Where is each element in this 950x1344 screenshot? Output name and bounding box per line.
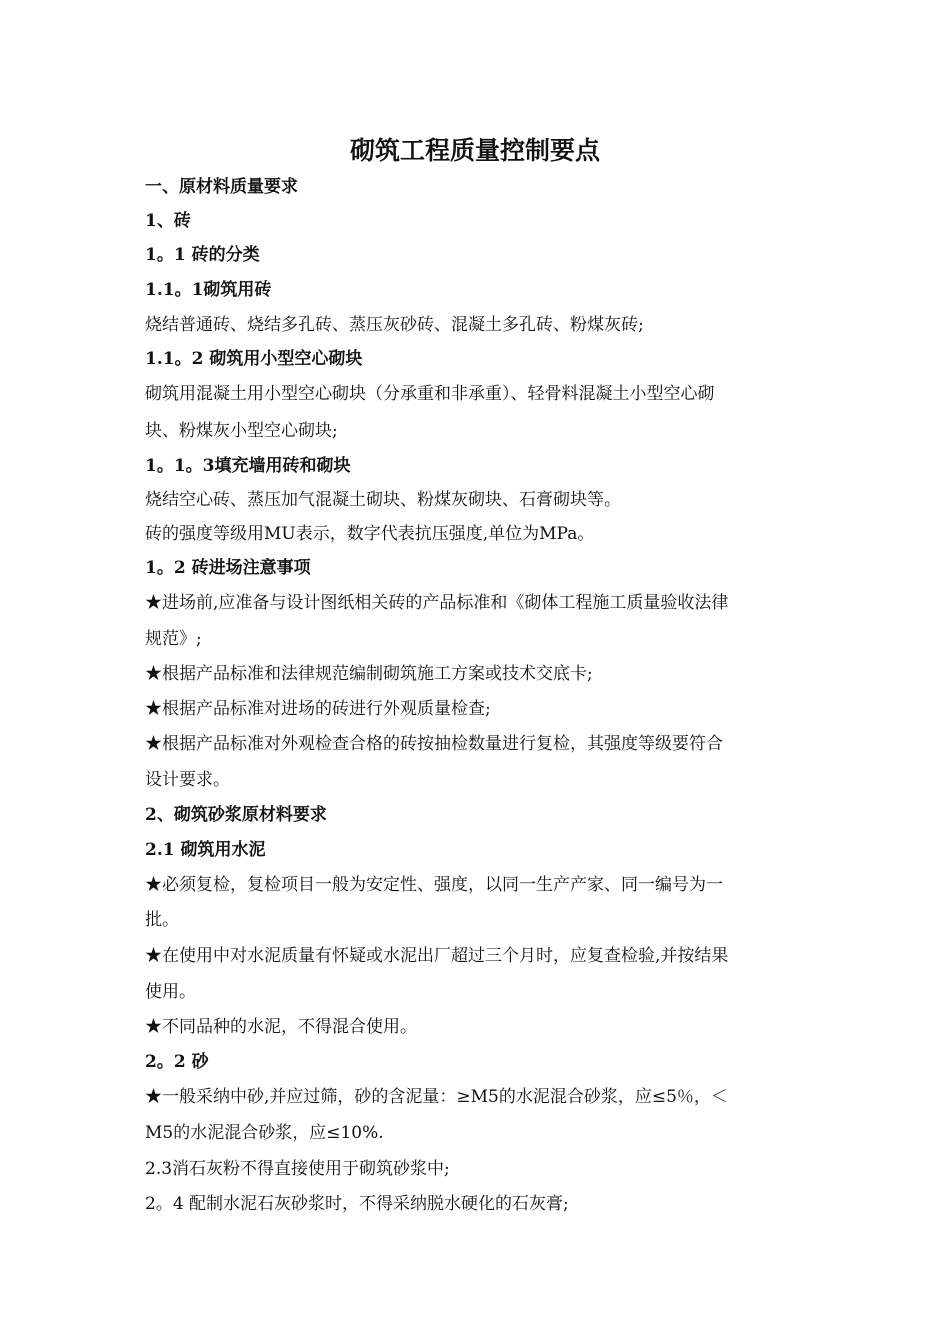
bullet-line-continued: 规范》; — [145, 629, 202, 649]
paragraph-line: 块、粉煤灰小型空心砌块; — [145, 421, 338, 441]
bullet-line: ★在使用中对水泥质量有怀疑或水泥出厂超过三个月时，应复查检验,并按结果 — [145, 946, 729, 966]
bullet-line-continued: 设计要求。 — [145, 770, 230, 790]
paragraph-line: 烧结空心砖、蒸压加气混凝土砌块、粉煤灰砌块、石膏砌块等。 — [145, 490, 621, 510]
subsection-heading-brick: 1、砖 — [145, 211, 191, 231]
paragraph-line: 2。4 配制水泥石灰砂浆时，不得采纳脱水硬化的石灰膏; — [145, 1194, 569, 1214]
paragraph-line: 砖的强度等级用MU表示，数字代表抗压强度,单位为MPa。 — [145, 524, 595, 544]
heading-hollow-block: 1.1。2 砌筑用小型空心砌块 — [145, 349, 363, 369]
paragraph-line: 砌筑用混凝土用小型空心砌块（分承重和非承重）、轻骨料混凝土小型空心砌 — [145, 384, 715, 404]
bullet-line: ★根据产品标准和法律规范编制砌筑施工方案或技术交底卡; — [145, 664, 593, 684]
bullet-line: ★根据产品标准对进场的砖进行外观质量检查; — [145, 699, 491, 719]
bullet-line-continued: M5的水泥混合砂浆，应≤10%. — [145, 1123, 384, 1143]
bullet-line: ★一般采纳中砂,并应过筛，砂的含泥量：≥M5的水泥混合砂浆，应≤5％，＜ — [145, 1087, 728, 1107]
subsection-heading-mortar: 2、砌筑砂浆原材料要求 — [145, 805, 327, 825]
heading-sand: 2。2 砂 — [145, 1052, 209, 1072]
paragraph-line: 2.3消石灰粉不得直接使用于砌筑砂浆中; — [145, 1159, 450, 1179]
heading-masonry-brick: 1.1。1砌筑用砖 — [145, 280, 272, 300]
heading-cement: 2.1 砌筑用水泥 — [145, 840, 266, 860]
bullet-line: ★必须复检，复检项目一般为安定性、强度，以同一生产产家、同一编号为一 — [145, 875, 723, 895]
bullet-line: ★根据产品标准对外观检查合格的砖按抽检数量进行复检，其强度等级要符合 — [145, 734, 723, 754]
bullet-line: ★进场前,应准备与设计图纸相关砖的产品标准和《砌体工程施工质量验收法律 — [145, 593, 729, 613]
bullet-line: ★不同品种的水泥，不得混合使用。 — [145, 1017, 417, 1037]
heading-brick-classification: 1。1 砖的分类 — [145, 245, 260, 265]
bullet-line-continued: 使用。 — [145, 982, 196, 1002]
heading-brick-site-entry: 1。2 砖进场注意事项 — [145, 558, 311, 578]
document-title: 砌筑工程质量控制要点 — [349, 136, 600, 165]
bullet-line-continued: 批。 — [145, 910, 179, 930]
heading-infill-wall-brick: 1。1。3填充墙用砖和砌块 — [145, 456, 351, 476]
paragraph-line: 烧结普通砖、烧结多孔砖、蒸压灰砂砖、混凝土多孔砖、粉煤灰砖; — [145, 315, 644, 335]
section-heading-raw-materials: 一、原材料质量要求 — [145, 177, 298, 197]
